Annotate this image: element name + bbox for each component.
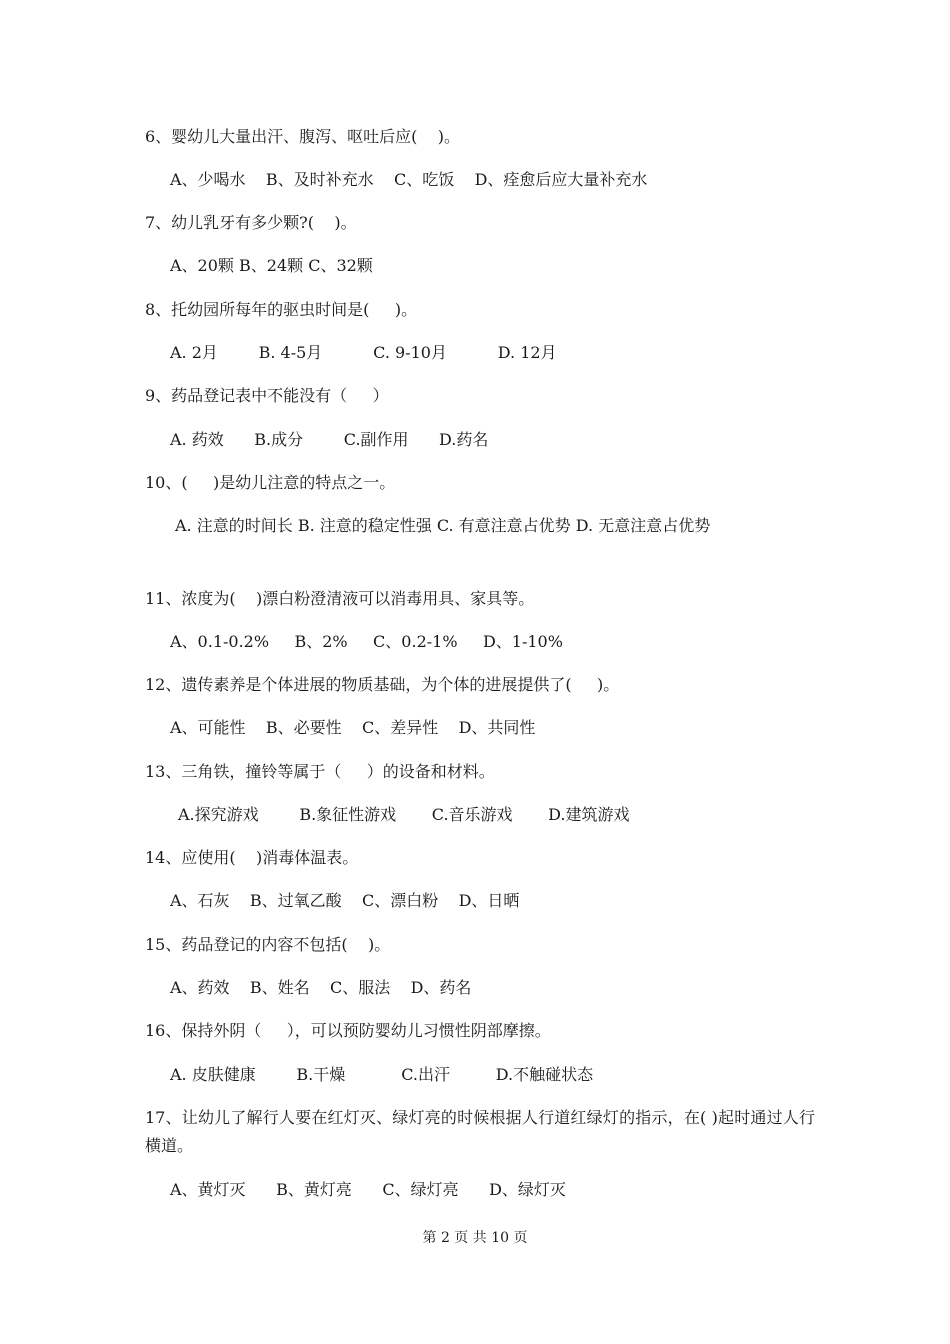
- question-7: 7、幼儿乳牙有多少颗?( )。: [145, 213, 357, 232]
- question-12: 12、遗传素养是个体进展的物质基础，为个体的进展提供了( )。: [145, 675, 620, 694]
- question-13: 13、三角铁，撞铃等属于（ ）的设备和材料。: [145, 762, 495, 781]
- options-13: A.探究游戏 B.象征性游戏 C.音乐游戏 D.建筑游戏: [178, 805, 630, 824]
- options-9: A. 药效 B.成分 C.副作用 D.药名: [170, 430, 489, 449]
- question-17: 17、让幼儿了解行人要在红灯灭、绿灯亮的时候根据人行道红绿灯的指示，在( )起时通过人行横道。: [145, 1108, 815, 1155]
- options-16: A. 皮肤健康 B.干燥 C.出汗 D.不触碰状态: [170, 1065, 594, 1084]
- options-17: A、黄灯灭 B、黄灯亮 C、绿灯亮 D、绿灯灭: [170, 1180, 566, 1199]
- question-9: 9、药品登记表中不能没有（ ）: [145, 386, 389, 405]
- question-14: 14、应使用( )消毒体温表。: [145, 848, 359, 867]
- question-6: 6、婴幼儿大量出汗、腹泻、呕吐后应( )。: [145, 127, 461, 146]
- question-8: 8、托幼园所每年的驱虫时间是( )。: [145, 300, 418, 319]
- options-14: A、石灰 B、过氧乙酸 C、漂白粉 D、日晒: [170, 891, 520, 910]
- options-10: A. 注意的时间长 B. 注意的稳定性强 C. 有意注意占优势 D. 无意注意占优势: [175, 516, 711, 535]
- options-11: A、0.1-0.2% B、2% C、0.2-1% D、1-10%: [170, 632, 563, 651]
- question-10: 10、( )是幼儿注意的特点之一。: [145, 473, 396, 492]
- options-7: A、20颗 B、24颗 C、32颗: [170, 256, 373, 275]
- question-11: 11、浓度为( )漂白粉澄清液可以消毒用具、家具等。: [145, 589, 535, 608]
- question-15: 15、药品登记的内容不包括( )。: [145, 935, 391, 954]
- options-15: A、药效 B、姓名 C、服法 D、药名: [170, 978, 472, 997]
- page-footer: 第 2 页 共 10 页: [422, 1230, 528, 1246]
- options-12: A、可能性 B、必要性 C、差异性 D、共同性: [170, 718, 536, 737]
- question-16: 16、保持外阴（ ），可以预防婴幼儿习惯性阴部摩擦。: [145, 1021, 551, 1040]
- options-8: A. 2月 B. 4-5月 C. 9-10月 D. 12月: [170, 343, 557, 362]
- options-6: A、少喝水 B、及时补充水 C、吃饭 D、痊愈后应大量补充水: [170, 170, 648, 189]
